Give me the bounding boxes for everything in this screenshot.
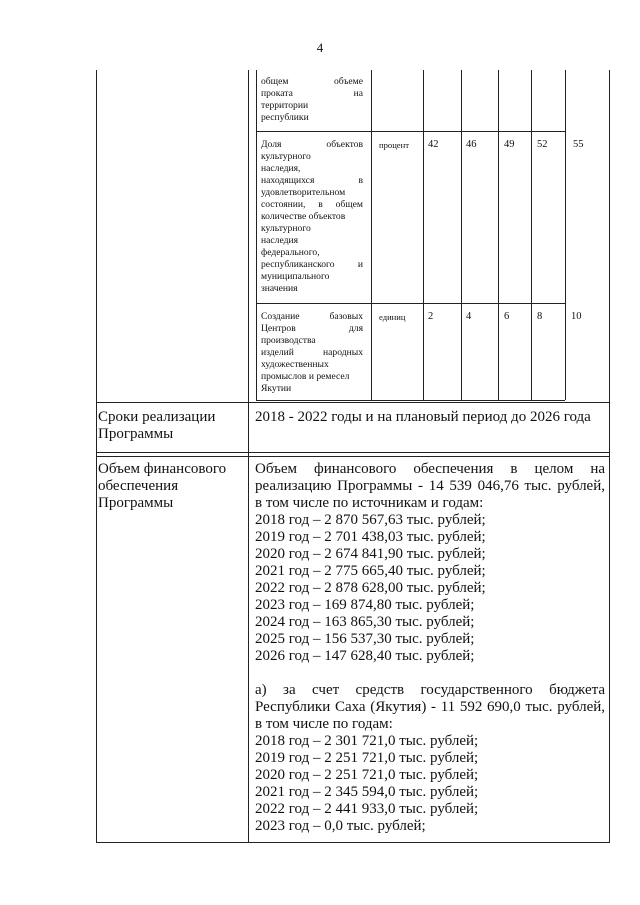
- funding-label: Объем финансового обеспечения Программы: [98, 461, 227, 511]
- state-budget-year-line: 2023 год – 0,0 тыс. рублей;: [255, 818, 426, 834]
- indicator-value-2021: 52: [537, 139, 548, 150]
- funding-year-line: 2024 год – 163 865,30 тыс. рублей;: [255, 614, 475, 630]
- indicator-name: Создание базовых Центров для производства изделий народных художественных промыслов и ремесел Якутии: [261, 311, 363, 394]
- indicator-value-2018: 42: [428, 139, 439, 150]
- funding-year-line: 2023 год – 169 874,80 тыс. рублей;: [255, 597, 475, 613]
- funding-year-line: 2025 год – 156 537,30 тыс. рублей;: [255, 631, 475, 647]
- indicator-unit: единиц: [379, 312, 406, 322]
- indicator-value-2019: 4: [466, 311, 472, 322]
- indicator-value-2020: 49: [504, 139, 515, 150]
- period-label: Сроки реализации Программы: [98, 409, 216, 442]
- state-budget-intro-line: а) за счет средств государственного бюджета: [255, 682, 605, 698]
- indicator-value-2022: 10: [571, 311, 582, 322]
- indicator-name: общем объеме проката на территории республики: [261, 76, 363, 123]
- indicator-value-2020: 6: [504, 311, 510, 322]
- funding-year-line: 2018 год – 2 870 567,63 тыс. рублей;: [255, 512, 486, 528]
- funding-text: [255, 461, 605, 835]
- state-budget-year-line: 2019 год – 2 251 721,0 тыс. рублей;: [255, 750, 479, 766]
- indicator-value-2019: 46: [466, 139, 477, 150]
- funding-intro-line: в том числе по источникам и годам:: [255, 495, 484, 511]
- state-budget-year-line: 2020 год – 2 251 721,0 тыс. рублей;: [255, 767, 479, 783]
- state-budget-year-line: 2018 год – 2 301 721,0 тыс. рублей;: [255, 733, 479, 749]
- funding-intro-line: Объем финансового обеспечения в целом на: [255, 461, 605, 477]
- indicator-value-2018: 2: [428, 311, 434, 322]
- funding-year-line: 2020 год – 2 674 841,90 тыс. рублей;: [255, 546, 486, 562]
- funding-year-line: 2019 год – 2 701 438,03 тыс. рублей;: [255, 529, 486, 545]
- funding-year-line: 2021 год – 2 775 665,40 тыс. рублей;: [255, 563, 486, 579]
- indicator-name: Доля объектов культурного наследия, находящихся в удовлетворительном состоянии, в общем количестве объектов культурного наследия федерального, республиканского и муниципального значения: [261, 139, 363, 294]
- funding-intro-line: реализацию Программы - 14 539 046,76 тыс. рублей,: [255, 478, 605, 494]
- state-budget-year-line: 2022 год – 2 441 933,0 тыс. рублей;: [255, 801, 479, 817]
- state-budget-year-line: 2021 год – 2 345 594,0 тыс. рублей;: [255, 784, 479, 800]
- state-budget-intro-line: в том числе по годам:: [255, 716, 393, 732]
- funding-year-line: 2022 год – 2 878 628,00 тыс. рублей;: [255, 580, 486, 596]
- indicator-value-2022: 55: [573, 139, 584, 150]
- period-text: 2018 - 2022 годы и на плановый период до 2026 года: [255, 409, 591, 425]
- indicator-unit: процент: [379, 140, 409, 150]
- indicator-value-2021: 8: [537, 311, 543, 322]
- funding-year-line: 2026 год – 147 628,40 тыс. рублей;: [255, 648, 475, 664]
- page-number: 4: [316, 40, 324, 55]
- state-budget-intro-line: Республики Саха (Якутия) - 11 592 690,0 тыс. рублей,: [255, 699, 605, 715]
